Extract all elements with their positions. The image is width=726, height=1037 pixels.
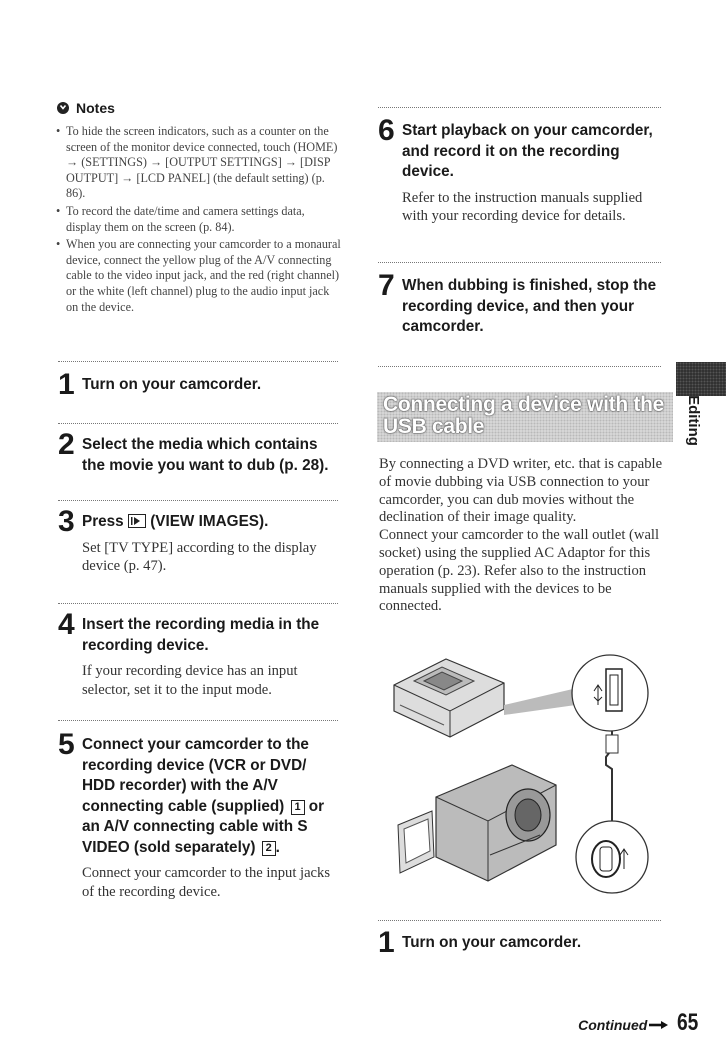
- section-tab-marker: [676, 362, 726, 396]
- step-5: [58, 728, 343, 901]
- notes-header: [56, 100, 115, 116]
- divider: [378, 107, 661, 108]
- step-text: Set [TV TYPE] according to the display device (p. 47).: [82, 539, 317, 574]
- step-heading: Turn on your camcorder.: [402, 934, 582, 951]
- dvd-writer-illustration: [394, 659, 504, 737]
- page-footer: [578, 1009, 704, 1037]
- divider: [378, 262, 661, 263]
- step-number: 3: [58, 505, 75, 538]
- divider: [58, 500, 338, 501]
- section-paragraph: By connecting a DVD writer, etc. that is capable of movie dubbing via USB connection to your camcorder, you can dub movies without the declination of their image quality. Connect your camcorder to the wall outlet (wall socket) using the supplied AC Adaptor for this operation (p. 23). Refer also to the instruction manuals supplied with the devices to be connected.: [379, 456, 663, 615]
- step-heading: Turn on your camcorder.: [82, 376, 262, 393]
- page-number: 65: [677, 1009, 699, 1036]
- step-number: 1: [58, 368, 75, 401]
- continued-label: Continued: [578, 1017, 648, 1033]
- note-item: • When you are connecting your camcorder to a monaural device, connect the yellow plug of the A/V connecting cable to the video input jack, and the red (right channel) or the white (left channel) plug to the audio input jack on the device.: [56, 237, 342, 315]
- section-title: Connecting a device with the USB cable: [377, 392, 673, 442]
- divider: [58, 423, 338, 424]
- step-heading: Start playback on your camcorder, and record it on the recording device.: [402, 122, 653, 180]
- step-2: [58, 428, 343, 476]
- step-1-left: [58, 368, 343, 401]
- step-number: 1: [378, 926, 395, 959]
- callout-2: 2: [262, 841, 276, 856]
- step-3: [58, 505, 343, 576]
- view-images-icon: [128, 514, 146, 528]
- notes-list: [56, 124, 342, 317]
- divider: [58, 361, 338, 362]
- step-6: [378, 114, 668, 226]
- callout-1: 1: [291, 800, 305, 815]
- step-number: 2: [58, 428, 75, 461]
- step-number: 5: [58, 728, 75, 761]
- notes-title: Notes: [76, 100, 115, 116]
- step-heading: Select the media which contains the movie you want to dub (p. 28).: [82, 436, 329, 474]
- section-tab-label: Editing: [684, 395, 702, 446]
- step-1-right: [378, 926, 668, 959]
- usb-connection-illustration: [380, 645, 672, 909]
- step-heading: When dubbing is finished, stop the recording device, and then your camcorder.: [402, 277, 657, 335]
- divider: [58, 720, 338, 721]
- step-number: 4: [58, 608, 75, 641]
- camcorder-illustration: [398, 765, 556, 881]
- step-heading: Press (VIEW IMAGES).: [82, 513, 269, 530]
- step-text: Refer to the instruction manuals supplied with your recording device for details.: [402, 189, 643, 224]
- note-item: • To record the date/time and camera settings data, display them on the screen (p. 84).: [56, 204, 342, 235]
- note-item: • To hide the screen indicators, such as a counter on the screen of the monitor device connected, touch (HOME) → (SETTINGS) → [OUTPUT SETTINGS] → [DISP OUTPUT] → [LCD PANEL] (the default setting) (p. 86).: [56, 124, 342, 202]
- step-number: 6: [378, 114, 395, 147]
- divider: [58, 603, 338, 604]
- step-4: [58, 608, 343, 699]
- step-number: 7: [378, 269, 395, 302]
- step-text: Connect your camcorder to the input jacks of the recording device.: [82, 865, 331, 900]
- caution-icon: [56, 101, 70, 115]
- step-heading: Insert the recording media in the recording device.: [82, 616, 320, 654]
- step-heading: Connect your camcorder to the recording device (VCR or DVD/ HDD recorder) with the A/V connecting cable (supplied) 1 or an A/V connecting cable with S VIDEO (sold separately) 2 .: [82, 736, 325, 856]
- divider: [378, 366, 661, 367]
- divider: [378, 920, 661, 921]
- step-text: If your recording device has an input selector, set it to the input mode.: [82, 663, 298, 698]
- step-7: [378, 269, 668, 338]
- arrow-right-icon: [649, 1020, 669, 1030]
